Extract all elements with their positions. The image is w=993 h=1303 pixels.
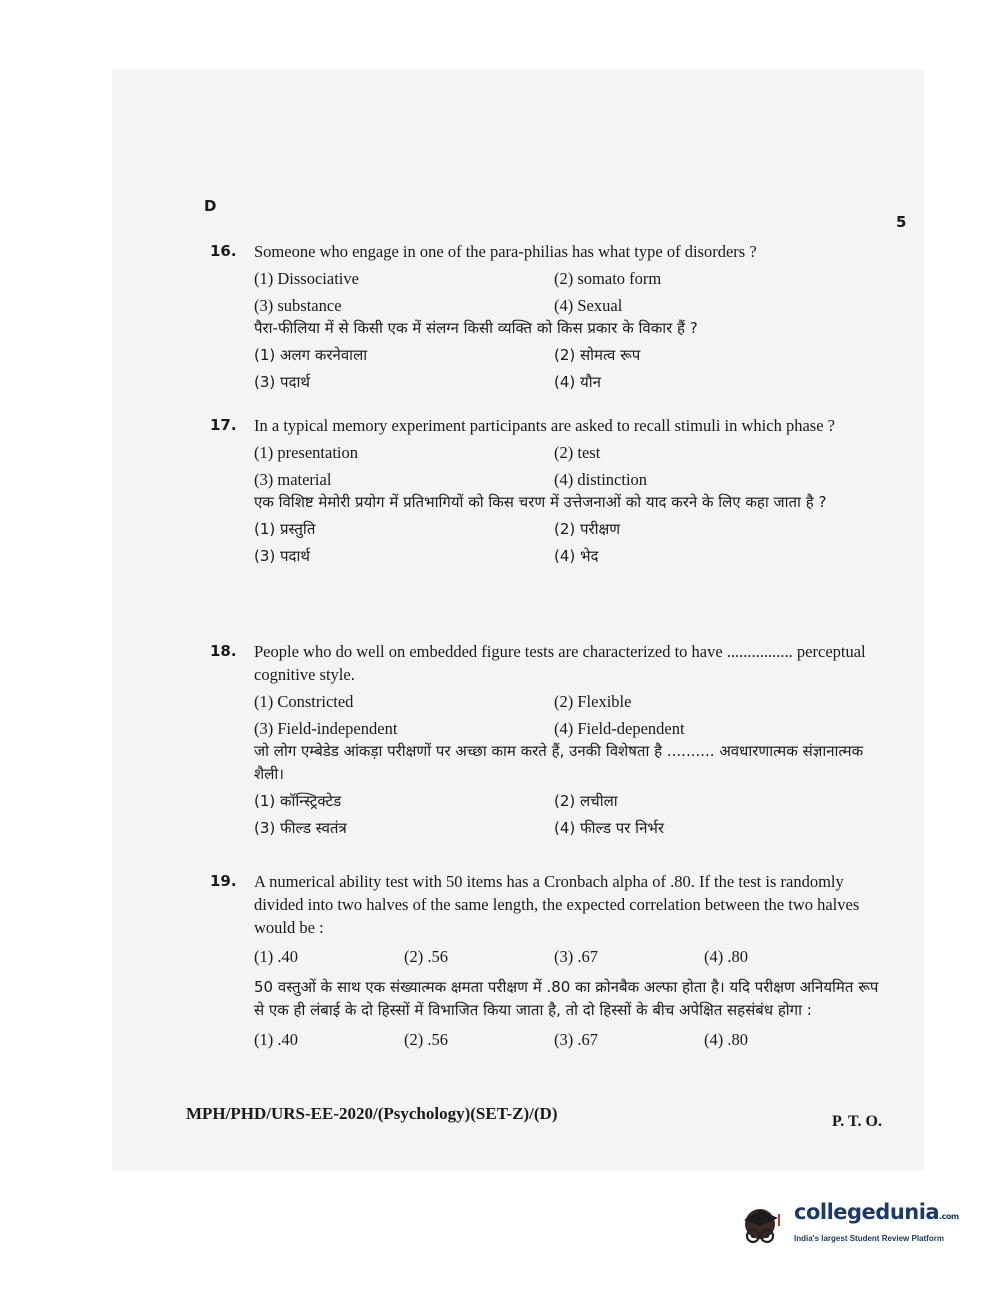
question-number: 17. [210,416,237,434]
page-number: 5 [896,213,907,231]
option-4: (4) Sexual [554,296,623,315]
option-3: (3) substance [254,296,342,315]
option-1: (1) presentation [254,443,359,462]
question-text-hi: एक विशिष्ट मेमोरी प्रयोग में प्रतिभागियों को किस चरण में उत्तेजनाओं को याद करने के लिए कहा जाता है ? [254,493,827,511]
question-text-hi: पैरा-फीलिया में से किसी एक में संलग्न किसी व्यक्ति को किस प्रकार के विकार हैं ? [254,319,698,337]
option-2-hi: (2) सोमत्व रूप [554,346,641,364]
question-18 [210,640,890,840]
option-4: (4) .80 [704,947,748,966]
option-2: (2) somato form [554,269,662,288]
option-3: (3) .67 [554,947,598,966]
question-text-en: Someone who engage in one of the para-philias has what type of disorders ? [254,242,757,261]
option-1-hi: (1) .40 [254,1030,298,1049]
option-3-hi: (3) .67 [554,1030,598,1049]
options-hi [254,344,890,394]
question-19 [210,870,890,1051]
option-2-hi: (2) परीक्षण [554,520,621,538]
question-number: 18. [210,642,237,660]
option-1-hi: (1) कॉन्स्ट्रिक्टेड [254,792,342,810]
option-3: (3) material [254,470,332,489]
option-1: (1) Dissociative [254,269,359,288]
options-hi [254,1028,890,1051]
option-3: (3) Field-independent [254,719,398,738]
question-16 [210,240,890,394]
collegedunia-logo [734,1196,964,1266]
question-text-en: In a typical memory experiment participants are asked to recall stimuli in which phase ? [254,416,835,435]
set-letter: D [204,197,217,215]
option-1-hi: (1) अलग करनेवाला [254,346,368,364]
option-1-hi: (1) प्रस्तुति [254,520,316,538]
option-4-hi: (4) .80 [704,1030,748,1049]
mascot-icon [734,1200,790,1256]
option-4-hi: (4) फील्ड पर निर्भर [554,819,665,837]
options-hi [254,518,890,568]
question-text-hi: 50 वस्तुओं के साथ एक संख्यात्मक क्षमता परीक्षण में .80 का क्रोनबैक अल्फा होता है। यदि परीक्षण अनियमित रूप से एक ही लंबाई के दो हिस्सों में विभाजित किया जाता है, तो दो हिस्सों के बीच अपेक्षित सहसंबंध होगा : [254,978,879,1019]
option-2-hi: (2) .56 [404,1030,448,1049]
question-number: 16. [210,242,237,260]
option-2-hi: (2) लचीला [554,792,618,810]
option-4-hi: (4) भेद [554,547,599,565]
brand-tagline: India's largest Student Review Platform [794,1234,944,1243]
options-en [254,945,890,968]
options-hi [254,790,890,840]
options-en [254,267,890,317]
please-turn-over: P. T. O. [832,1113,882,1130]
options-en [254,441,890,491]
brand-name: collegedunia.com [794,1200,959,1224]
options-en [254,690,890,740]
option-3-hi: (3) पदार्थ [254,547,310,565]
option-2: (2) Flexible [554,692,632,711]
question-number: 19. [210,872,237,890]
option-3-hi: (3) पदार्थ [254,373,310,391]
paper-code: MPH/PHD/URS-EE-2020/(Psychology)(SET-Z)/(D) [186,1104,558,1123]
question-text-en: People who do well on embedded figure tests are characterized to have ................ perceptual cognitive style. [254,642,866,684]
question-text-en: A numerical ability test with 50 items has a Cronbach alpha of .80. If the test is randomly divided into two halves of the same length, the expected correlation between the two halves would be : [254,872,860,937]
option-1: (1) .40 [254,947,298,966]
option-2: (2) .56 [404,947,448,966]
option-4-hi: (4) यौन [554,373,601,391]
option-4: (4) Field-dependent [554,719,685,738]
option-3-hi: (3) फील्ड स्वतंत्र [254,819,347,837]
option-4: (4) distinction [554,470,648,489]
option-2: (2) test [554,443,601,462]
option-1: (1) Constricted [254,692,354,711]
question-text-hi: जो लोग एम्बेडेड आंकड़ा परीक्षणों पर अच्छा काम करते हैं, उनकी विशेषता है .......... अवधारणात्मक संज्ञानात्मक शैली। [254,742,864,783]
question-17 [210,414,890,568]
